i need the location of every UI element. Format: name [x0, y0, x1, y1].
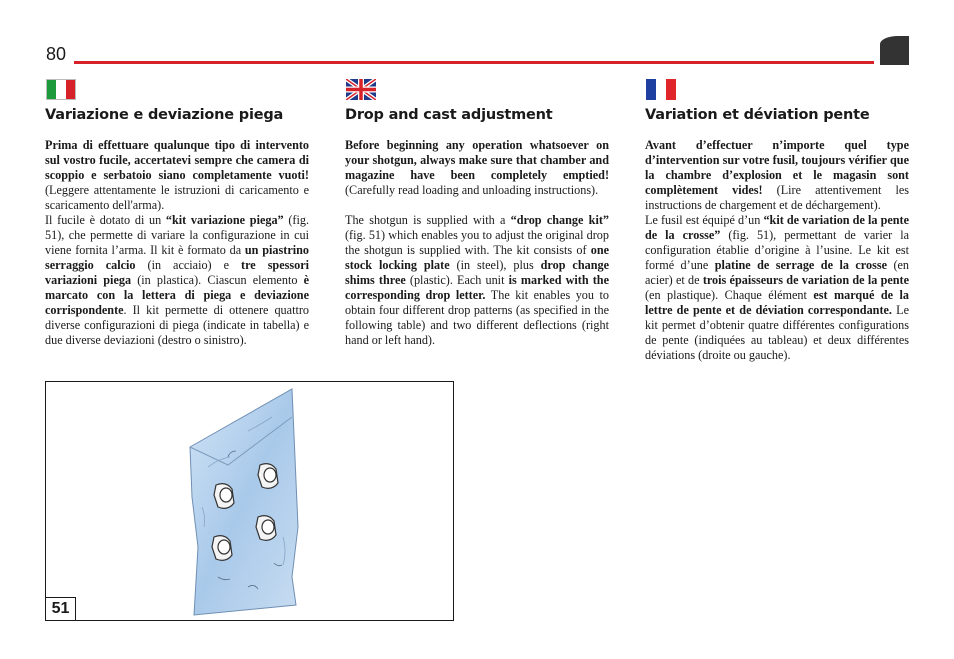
bold-run: is marked with the corresponding drop letter.	[345, 273, 609, 302]
bold-run: Before beginning any operation whatsoever on your shotgun, always make sure that chamber and magazine have been completely emptied!	[345, 138, 609, 182]
page-number: 80	[46, 44, 67, 64]
drop-kit-bag-illustration	[188, 387, 300, 621]
italian-column	[45, 104, 309, 348]
bold-run: “drop change kit”	[510, 213, 609, 227]
header-rule	[74, 61, 874, 64]
bold-run: Avant d’effectuer n’importe quel type d’intervention sur votre fusil, toujours vérifier que la chambre d’explosion et le magasin sont complètement vides!	[645, 138, 909, 197]
french-paragraph-1: Avant d’effectuer n’importe quel type d’intervention sur votre fusil, toujours vérifier que la chambre d’explosion et le magasin sont complètement vides! (Lire attentivement les instructions de chargement et de déchargement).	[645, 138, 909, 212]
france-flag-icon	[646, 79, 676, 100]
italy-flag-icon	[46, 79, 76, 100]
uk-flag-icon	[346, 79, 376, 100]
corner-tab	[880, 36, 909, 65]
bold-run: est marqué de la lettre de pente et de déviation correspondante.	[645, 288, 909, 317]
english-paragraph-1: Before beginning any operation whatsoever on your shotgun, always make sure that chamber and magazine have been completely emptied! (Carefully read loading and unloading instructions).	[345, 138, 609, 197]
italian-paragraph-2: Il fucile è dotato di un “kit variazione piega” (fig. 51), che permette di variare la configurazione in cui viene fornita l’arma. Il kit è formato da un piastrino serraggio calcio (in acciaio) e tre spessori variazioni piega (in plastica). Ciascun elemento è marcato con la lettera di piega e deviazione corrispondente. Il kit permette di ottenere quattro diverse configurazioni di piega (indicate in tabella) e due diverse deviazioni (destro o sinistro).	[45, 213, 309, 347]
bold-run: “kit de variation de la pente de la crosse”	[645, 213, 910, 242]
bold-run: one stock locking plate	[345, 243, 609, 272]
french-paragraph-2: Le fusil est équipé d’un “kit de variation de la pente de la crosse” (fig. 51), permettant de varier la configuration établie d’origine à l’usine. Le kit est formé d’une platine de serrage de la crosse (en acier) et de trois épaisseurs de variation de la pente (en plastique). Chaque élément est marqué de la lettre de pente et de déviation correspondante. Le kit permet d’obtenir quatre différentes configurations de pente (indiquées au tableau) et deux différentes déviations (droite ou gauche).	[645, 213, 910, 362]
bold-run: “kit variazione piega”	[165, 213, 284, 227]
bold-run: drop change shims three	[345, 258, 609, 287]
italian-title: Variazione e deviazione piega	[45, 107, 284, 123]
bold-run: tre spessori variazioni piega	[45, 258, 309, 287]
french-title: Variation et déviation pente	[645, 107, 870, 123]
bold-run: è marcato con la lettera di piega e deviazione corrispondente	[45, 273, 309, 317]
english-paragraph-2: The shotgun is supplied with a “drop change kit” (fig. 51) which enables you to adjust the original drop the shotgun is supplied with. The kit consists of one stock locking plate (in steel), plus drop change shims three (plastic). Each unit is marked with the corresponding drop letter. The kit enables you to obtain four different drop patterns (as specified in the following table) and two different deflections (right hand or left hand).	[345, 213, 609, 347]
bold-run: platine de serrage de la crosse	[714, 258, 887, 272]
french-column	[645, 104, 909, 363]
english-title: Drop and cast adjustment	[345, 107, 553, 123]
bold-run: Prima di effettuare qualunque tipo di intervento sul vostro fucile, accertatevi sempre che camera di scoppio e serbatoio siano completamente vuoti!	[45, 138, 309, 182]
bold-run: trois épaisseurs de variation de la pente	[702, 273, 909, 287]
bold-run: un piastrino serraggio calcio	[45, 243, 309, 272]
italian-paragraph-1: Prima di effettuare qualunque tipo di intervento sul vostro fucile, accertatevi sempre che camera di scoppio e serbatoio siano completamente vuoti! (Leggere attentamente le istruzioni di caricamento e scaricamento dell'arma).	[45, 138, 309, 212]
figure-number: 51	[45, 597, 76, 621]
english-column	[345, 104, 609, 348]
